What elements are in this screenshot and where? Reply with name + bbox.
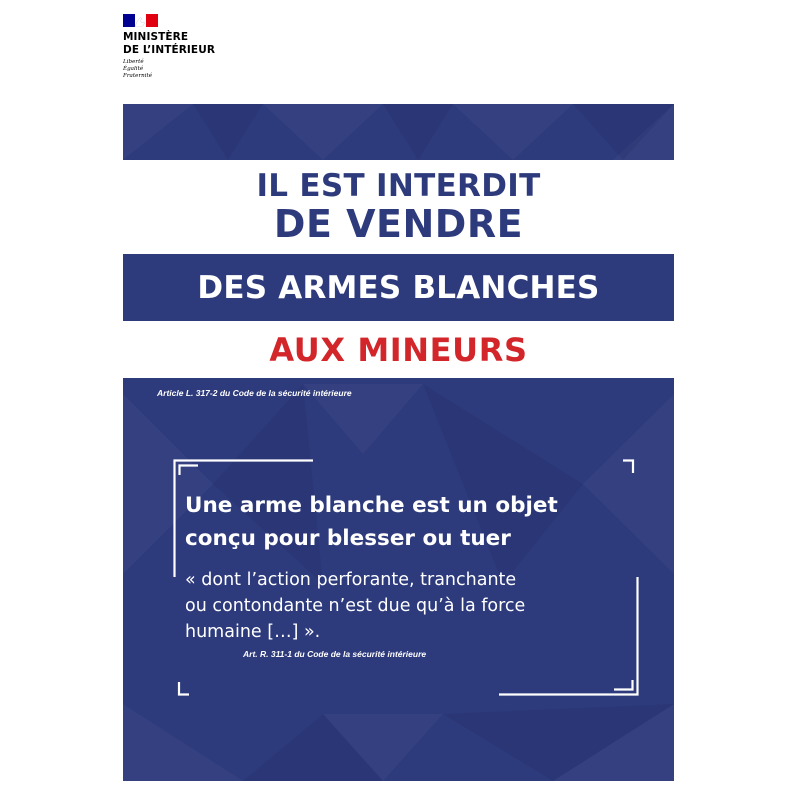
prohibition-poster xyxy=(123,104,674,781)
marianne-flag-icon xyxy=(123,14,158,27)
definition-heading xyxy=(185,489,625,555)
motto-liberte: Liberté xyxy=(123,59,144,65)
definition-quote-line-3: humaine […] ». xyxy=(185,622,321,642)
definition-quote xyxy=(185,567,625,645)
article-reference: Article L. 317-2 du Code de la sécurité intérieure xyxy=(157,388,352,398)
headline-band-middle xyxy=(123,254,674,321)
ministry-name-line1: MINISTÈRE xyxy=(123,31,189,43)
definition-quote-line-2: ou contondante n’est due qu’à la force xyxy=(185,596,526,616)
republic-motto xyxy=(123,59,152,80)
ministry-name xyxy=(123,31,215,56)
definition-source: Art. R. 311-1 du Code de la sécurité intérieure xyxy=(243,649,427,659)
definition-frame xyxy=(173,459,639,696)
motto-egalite: Égalité xyxy=(123,66,144,72)
definition-heading-line-2: conçu pour blesser ou tuer xyxy=(185,526,511,551)
definition-quote-line-1: « dont l’action perforante, tranchante xyxy=(185,570,517,590)
ministry-name-line2: DE L’INTÉRIEUR xyxy=(123,43,216,56)
definition-heading-line-1: Une arme blanche est un objet xyxy=(185,493,558,518)
ministry-logo xyxy=(123,14,243,84)
headline-line-1: IL EST INTERDIT xyxy=(256,168,541,204)
headline-line-4: AUX MINEURS xyxy=(269,330,528,369)
headline-line-2: DE VENDRE xyxy=(273,202,524,246)
headline-line-3: DES ARMES BLANCHES xyxy=(197,269,600,306)
headline-band-top xyxy=(123,160,674,254)
motto-fraternite: Fraternité xyxy=(123,73,153,79)
headline-band-bottom xyxy=(123,321,674,378)
